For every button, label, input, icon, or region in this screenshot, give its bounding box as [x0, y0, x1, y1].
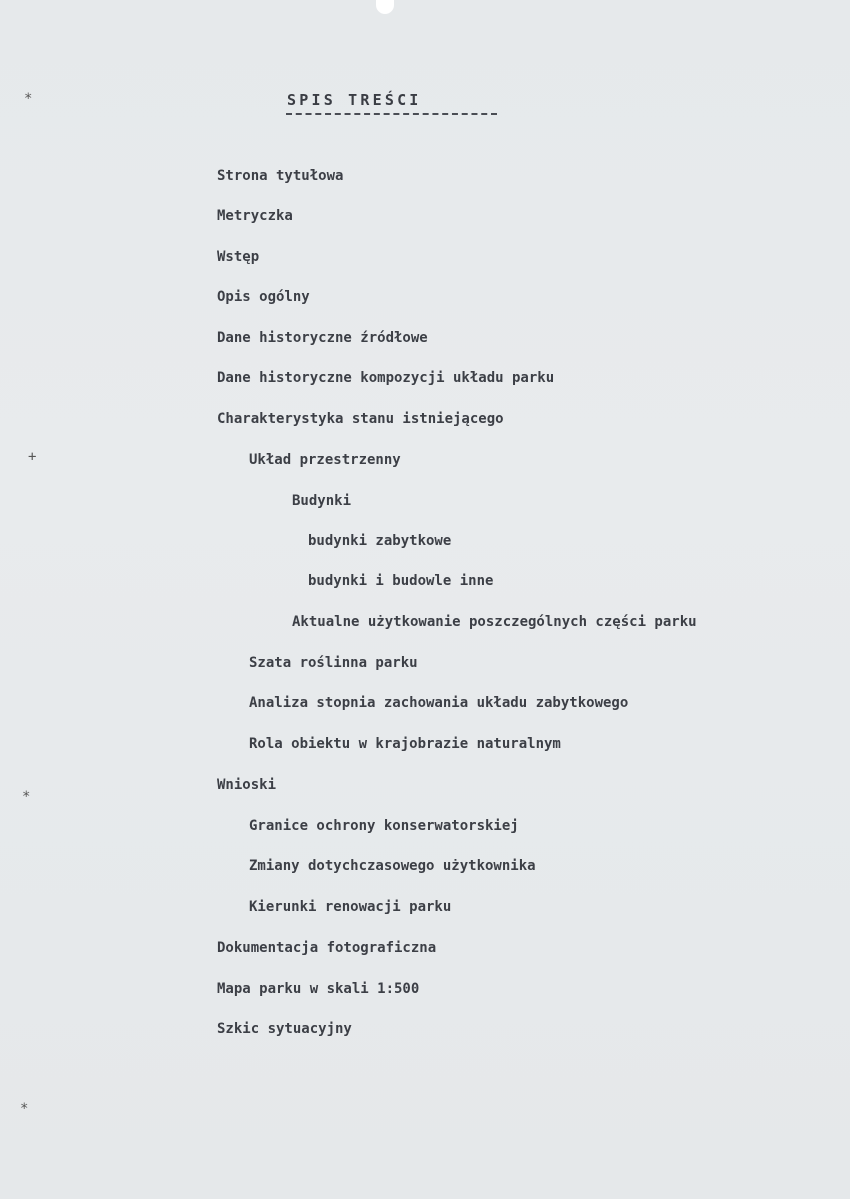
punch-mark: *	[20, 1101, 29, 1117]
toc-entry-text: Wstęp	[217, 249, 260, 265]
toc-entry-text: Dokumentacja fotograficzna	[217, 940, 437, 956]
toc-entry-text: Zmiany dotychczasowego użytkownika	[249, 858, 536, 874]
toc-entry-text: budynki i budowle inne	[308, 573, 494, 589]
punch-mark: *	[24, 91, 33, 107]
toc-entry-text: Szkic sytuacyjny	[217, 1021, 352, 1037]
toc-entry-text: Opis ogólny	[217, 289, 310, 305]
toc-entry-text: Szata roślinna parku	[249, 655, 418, 671]
page-title: SPIS TREŚCI	[287, 91, 422, 109]
title-underline	[286, 113, 497, 115]
toc-entry-text: Mapa parku w skali 1:500	[217, 981, 420, 997]
toc-entry-text: Wnioski	[217, 777, 277, 793]
punch-mark: *	[22, 789, 31, 805]
toc-entry-text: Strona tytułowa	[217, 168, 344, 184]
toc-entry-text: Układ przestrzenny	[249, 452, 401, 468]
toc-entry-text: Dane historyczne źródłowe	[217, 330, 428, 346]
toc-entry-text: Analiza stopnia zachowania układu zabytkowego	[249, 695, 629, 711]
toc-entry-text: Charakterystyka stanu istniejącego	[217, 411, 504, 427]
toc-entry-text: Aktualne użytkowanie poszczególnych części parku	[292, 614, 697, 630]
toc-entry-text: budynki zabytkowe	[308, 533, 452, 549]
toc-entry-text: Budynki	[292, 493, 352, 509]
toc-entry-text: Granice ochrony konserwatorskiej	[249, 818, 519, 834]
toc-entry-text: Rola obiektu w krajobrazie naturalnym	[249, 736, 561, 752]
toc-entry-text: Metryczka	[217, 208, 293, 224]
toc-entry-text: Dane historyczne kompozycji układu parku	[217, 370, 555, 386]
toc-entry-text: Kierunki renowacji parku	[249, 899, 452, 915]
punch-mark: +	[28, 449, 37, 465]
paper-notch	[376, 0, 394, 14]
